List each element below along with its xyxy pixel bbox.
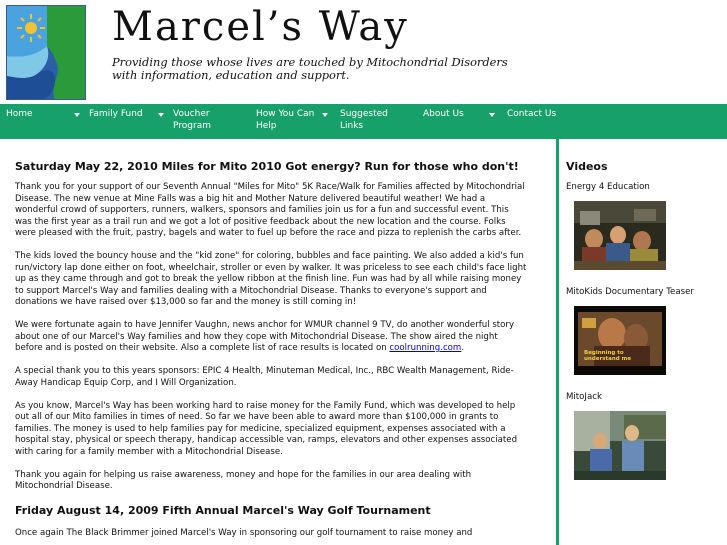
post-paragraph: As you know, Marcel's Way has been working hard to raise money for the Family Fund, which was developed to help out all of our Mito families in times of need. So far we have been able to award more than $100,000 in grants to families. The money is used to help families pay for medicine, specialized equipment, expenses associated with a hospital stay, physical or speech therapy, handicap accessible van, ramps, elevators and other expenses associated with caring for a family member with a Mitochondrial Disease.: [15, 400, 518, 457]
column-divider: [556, 139, 559, 545]
sidebar-heading: Videos: [566, 160, 608, 173]
post-paragraph: The kids loved the bouncy house and the "kid zone" for coloring, bubbles and face painting. We also added a kid's fun run/victory lap done either on foot, wheelchair, stroller or even by walker. It was priceless to see each child's face light up as they came through and got to break the yellow ribbon at the finish line. Fun was had by all while raising money to support Marcel's Way and families dealing with a Mitochondrial Disease. Thanks to everyone's support and donations we have raised over $13,000 so far and the money is still coming in!: [15, 251, 527, 307]
site-tagline: Providing those whose lives are touched by Mitochondrial Disorders with information, education and support.: [112, 55, 508, 82]
sidebar: [566, 160, 726, 480]
nav-item-about-us[interactable]: [423, 104, 497, 139]
video-thumbnail-energy-4-education[interactable]: [574, 201, 666, 270]
nav-item-label: Home: [6, 109, 33, 119]
video-thumbnail-mitojack[interactable]: [574, 411, 666, 480]
post-title: Friday August 14, 2009 Fifth Annual Marcel's Way Golf Tournament: [15, 504, 431, 517]
video-title: Energy 4 Education: [566, 182, 650, 192]
nav-item-label: Family Fund: [89, 109, 143, 119]
site-logo[interactable]: [6, 5, 86, 100]
nav-item-home[interactable]: [6, 104, 84, 139]
nav-item-label: How You Can Help: [256, 109, 315, 131]
site-title: Marcel’s Way: [112, 4, 409, 50]
nav-item-label: About Us: [423, 109, 464, 119]
video-image: [574, 201, 666, 270]
video-overlay-text: Beginning to understand me: [584, 350, 632, 362]
video-title: MitoKids Documentary Teaser: [566, 287, 694, 297]
nav-item-label: Contact Us: [507, 109, 557, 119]
coolrunning-link[interactable]: coolrunning.com: [389, 343, 462, 353]
post-title: Saturday May 22, 2010 Miles for Mito 2010 Got energy? Run for those who don't!: [15, 160, 519, 173]
paragraph-text: We were fortunate again to have Jennifer Vaughn, news anchor for WMUR channel 9 TV, do another wonderful story about one of our Marcel's Way families and how they cope with Mitochondrial Disease. The show aired the night before and is posted on their website. Also a complete list of race results is located on: [15, 320, 515, 353]
nav-item-label: Voucher Program: [173, 109, 211, 131]
post-paragraph: Thank you again for helping us raise awareness, money and hope for the families in our area dealing with Mitochondrial Disease.: [15, 469, 472, 491]
paragraph-text: .: [461, 343, 465, 353]
main-nav: [0, 104, 727, 139]
main-content: [15, 160, 527, 545]
nav-item-label: Suggested Links: [340, 109, 388, 131]
chevron-down-icon: [158, 113, 164, 117]
video-title: MitoJack: [566, 392, 602, 402]
nav-item-suggested-links[interactable]: [340, 104, 400, 139]
post-paragraph: A special thank you to this years sponsors: EPIC 4 Health, Minuteman Medical, Inc., RBC Wealth Management, Ride-Away Handicap Equip Corp, and I Will Organization.: [15, 366, 514, 388]
video-image: [574, 306, 666, 375]
post-paragraph: [15, 320, 527, 355]
post-paragraph: Thank you for your support of our Seventh Annual "Miles for Mito" 5K Race/Walk for Families affected by Mitochondrial Disease. The new venue at Mine Falls was a big hit and Mother Nature delivered beautiful weather! We had a wonderful crowd of supporters, runners, walkers, sponsors and families join us for a fun and successful event. This was the first year as a trail run and we got a lot of positive feedback about the new location and the course. Folks were pleased with the fruit, pastry, bagels and water to fuel up before the race and pizza to replenish the carbs after.: [15, 182, 525, 238]
chevron-down-icon: [74, 113, 80, 117]
video-thumbnail-mitokids-documentary[interactable]: [574, 306, 666, 375]
nav-item-family-fund[interactable]: [89, 104, 167, 139]
chevron-down-icon: [489, 113, 495, 117]
site-header: [0, 0, 727, 104]
chevron-down-icon: [322, 113, 328, 117]
nav-item-how-you-can-help[interactable]: [256, 104, 320, 139]
nav-item-voucher-program[interactable]: [173, 104, 233, 139]
nav-item-contact-us[interactable]: [507, 104, 577, 139]
video-image: [574, 411, 666, 480]
logo-graphic: [7, 6, 86, 100]
post-paragraph: Once again The Black Brimmer joined Marcel's Way in sponsoring our golf tournament to raise money and: [15, 528, 473, 538]
